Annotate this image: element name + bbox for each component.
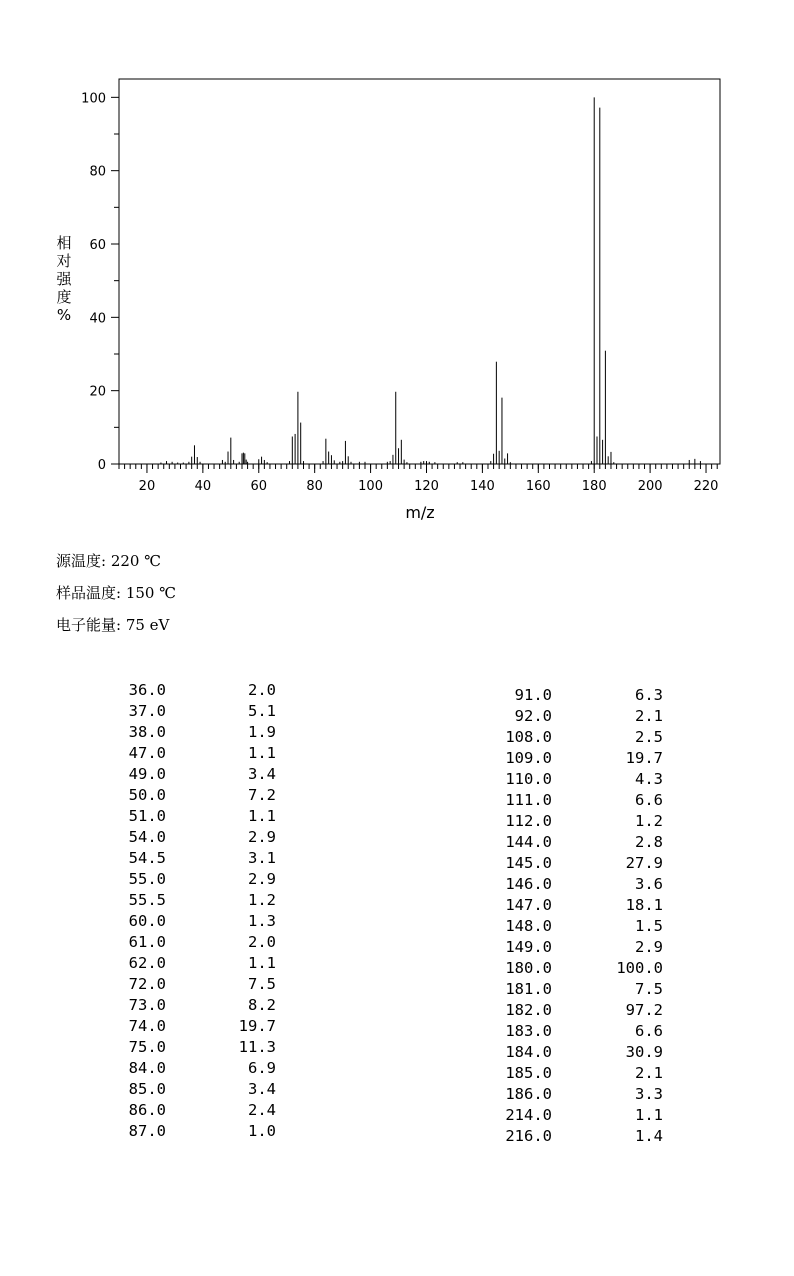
mz-value: 61.0 <box>128 933 166 951</box>
mz-value: 110.0 <box>505 770 552 788</box>
y-tick-label: 20 <box>89 384 106 400</box>
sample-temperature: 样品温度: 150 ℃ <box>56 584 177 602</box>
y-tick-label: 80 <box>89 164 106 180</box>
x-tick-label: 80 <box>306 479 323 494</box>
table-row <box>96 1037 296 1058</box>
table-row <box>96 1121 296 1142</box>
relative-intensity: 2.4 <box>248 1101 276 1119</box>
electron-energy: 电子能量: 75 eV <box>56 616 170 634</box>
relative-intensity: 1.1 <box>248 744 276 762</box>
mz-value: 108.0 <box>505 728 552 746</box>
table-row <box>472 958 692 979</box>
table-row <box>472 727 692 748</box>
mz-value: 111.0 <box>505 791 552 809</box>
relative-intensity: 18.1 <box>625 896 663 914</box>
table-row <box>472 1084 692 1105</box>
relative-intensity: 11.3 <box>238 1038 276 1056</box>
table-row <box>96 848 296 869</box>
table-row <box>472 937 692 958</box>
relative-intensity: 6.6 <box>635 1022 663 1040</box>
table-row <box>96 722 296 743</box>
mz-value: 109.0 <box>505 749 552 767</box>
table-row <box>96 764 296 785</box>
table-row <box>472 874 692 895</box>
mz-value: 182.0 <box>505 1001 552 1019</box>
mz-value: 147.0 <box>505 896 552 914</box>
mz-value: 144.0 <box>505 833 552 851</box>
table-row <box>472 1042 692 1063</box>
mz-value: 55.5 <box>128 891 166 909</box>
mz-value: 92.0 <box>514 707 552 725</box>
table-row <box>96 911 296 932</box>
relative-intensity: 2.9 <box>248 828 276 846</box>
x-tick-label: 120 <box>414 479 439 494</box>
mz-value: 60.0 <box>128 912 166 930</box>
relative-intensity: 1.2 <box>248 891 276 909</box>
table-row <box>472 1105 692 1126</box>
y-axis-ticks <box>81 91 119 473</box>
peak-bars <box>161 97 701 464</box>
relative-intensity: 2.1 <box>635 707 663 725</box>
y-axis-label <box>54 234 74 324</box>
relative-intensity: 1.5 <box>635 917 663 935</box>
mz-value: 185.0 <box>505 1064 552 1082</box>
relative-intensity: 7.5 <box>248 975 276 993</box>
mz-value: 72.0 <box>128 975 166 993</box>
mz-value: 86.0 <box>128 1101 166 1119</box>
y-axis-label-char: 对 <box>56 252 72 270</box>
mz-value: 112.0 <box>505 812 552 830</box>
table-row <box>472 979 692 1000</box>
relative-intensity: 5.1 <box>248 702 276 720</box>
table-row <box>472 832 692 853</box>
relative-intensity: 2.9 <box>635 938 663 956</box>
y-tick-label: 0 <box>97 458 106 473</box>
mz-value: 75.0 <box>128 1038 166 1056</box>
mass-spectrum-chart <box>0 0 794 530</box>
table-row <box>96 932 296 953</box>
x-tick-label: 60 <box>250 479 268 494</box>
relative-intensity: 1.1 <box>635 1106 663 1124</box>
table-row <box>96 827 296 848</box>
mz-value: 37.0 <box>128 702 166 720</box>
table-row <box>96 869 296 890</box>
mz-value: 54.5 <box>128 849 166 867</box>
relative-intensity: 1.2 <box>635 812 663 830</box>
table-row <box>96 1016 296 1037</box>
relative-intensity: 6.3 <box>635 686 663 704</box>
y-tick-label: 40 <box>89 311 106 327</box>
relative-intensity: 2.0 <box>248 933 276 951</box>
relative-intensity: 1.1 <box>248 954 276 972</box>
mz-value: 54.0 <box>128 828 166 846</box>
relative-intensity: 27.9 <box>625 854 663 872</box>
relative-intensity: 1.1 <box>248 807 276 825</box>
relative-intensity: 4.3 <box>635 770 663 788</box>
mz-value: 183.0 <box>505 1022 552 1040</box>
relative-intensity: 2.5 <box>635 728 663 746</box>
relative-intensity: 3.4 <box>248 1080 276 1098</box>
relative-intensity: 1.0 <box>248 1122 276 1140</box>
x-tick-label: 180 <box>581 479 607 494</box>
y-tick-label: 100 <box>81 91 106 107</box>
mz-value: 148.0 <box>505 917 552 935</box>
mz-value: 181.0 <box>505 980 552 998</box>
y-axis-label-char: % <box>56 306 72 324</box>
table-row <box>472 1021 692 1042</box>
mz-value: 91.0 <box>514 686 552 704</box>
mz-value: 146.0 <box>505 875 552 893</box>
y-axis-label-char: 度 <box>56 288 72 306</box>
mz-value: 49.0 <box>128 765 166 783</box>
table-row <box>96 974 296 995</box>
table-row <box>96 890 296 911</box>
mz-value: 36.0 <box>128 681 166 699</box>
mz-value: 73.0 <box>128 996 166 1014</box>
x-axis-ticks <box>119 464 718 494</box>
peak-table-right <box>472 685 692 1147</box>
table-row <box>472 853 692 874</box>
mz-value: 214.0 <box>505 1106 552 1124</box>
relative-intensity: 2.8 <box>635 833 663 851</box>
x-tick-label: 160 <box>525 479 551 494</box>
y-axis-label-char: 相 <box>56 234 72 252</box>
relative-intensity: 2.1 <box>635 1064 663 1082</box>
peak-table-left <box>96 680 296 1142</box>
mz-value: 85.0 <box>128 1080 166 1098</box>
x-axis-label: m/z <box>405 503 435 522</box>
table-row <box>96 1079 296 1100</box>
mz-value: 55.0 <box>128 870 166 888</box>
table-row <box>96 1058 296 1079</box>
table-row <box>472 706 692 727</box>
relative-intensity: 100.0 <box>616 959 663 977</box>
mz-value: 216.0 <box>505 1127 552 1145</box>
relative-intensity: 1.3 <box>248 912 276 930</box>
table-row <box>472 790 692 811</box>
relative-intensity: 19.7 <box>238 1017 276 1035</box>
source-temperature: 源温度: 220 ℃ <box>56 552 162 570</box>
table-row <box>96 1100 296 1121</box>
x-tick-label: 100 <box>358 479 383 494</box>
relative-intensity: 2.9 <box>248 870 276 888</box>
relative-intensity: 8.2 <box>248 996 276 1014</box>
relative-intensity: 3.1 <box>248 849 276 867</box>
table-row <box>96 953 296 974</box>
relative-intensity: 2.0 <box>248 681 276 699</box>
x-tick-label: 20 <box>138 479 156 494</box>
table-row <box>472 895 692 916</box>
table-row <box>96 806 296 827</box>
table-row <box>472 685 692 706</box>
table-row <box>472 1063 692 1084</box>
relative-intensity: 3.3 <box>635 1085 663 1103</box>
relative-intensity: 3.6 <box>635 875 663 893</box>
mz-value: 47.0 <box>128 744 166 762</box>
table-row <box>96 701 296 722</box>
mz-value: 62.0 <box>128 954 166 972</box>
mz-value: 38.0 <box>128 723 166 741</box>
relative-intensity: 3.4 <box>248 765 276 783</box>
table-row <box>96 680 296 701</box>
y-axis-label-char: 强 <box>56 270 72 288</box>
mz-value: 74.0 <box>128 1017 166 1035</box>
table-row <box>96 743 296 764</box>
x-tick-label: 140 <box>469 479 495 494</box>
instrument-parameters <box>56 550 176 646</box>
table-row <box>472 916 692 937</box>
table-row <box>472 769 692 790</box>
relative-intensity: 6.6 <box>635 791 663 809</box>
relative-intensity: 7.2 <box>248 786 276 804</box>
relative-intensity: 19.7 <box>625 749 663 767</box>
relative-intensity: 30.9 <box>625 1043 663 1061</box>
relative-intensity: 1.4 <box>635 1127 663 1145</box>
table-row <box>472 811 692 832</box>
table-row <box>472 748 692 769</box>
plot-frame <box>119 79 720 464</box>
mz-value: 186.0 <box>505 1085 552 1103</box>
table-row <box>96 785 296 806</box>
relative-intensity: 7.5 <box>635 980 663 998</box>
mz-value: 84.0 <box>128 1059 166 1077</box>
x-tick-label: 40 <box>194 479 212 494</box>
relative-intensity: 97.2 <box>625 1001 663 1019</box>
table-row <box>472 1000 692 1021</box>
y-tick-label: 60 <box>89 238 106 253</box>
mz-value: 145.0 <box>505 854 552 872</box>
table-row <box>472 1126 692 1147</box>
relative-intensity: 6.9 <box>248 1059 276 1077</box>
x-tick-label: 220 <box>693 479 719 494</box>
mz-value: 149.0 <box>505 938 552 956</box>
table-row <box>96 995 296 1016</box>
mz-value: 50.0 <box>128 786 166 804</box>
relative-intensity: 1.9 <box>248 723 276 741</box>
mz-value: 51.0 <box>128 807 166 825</box>
mz-value: 180.0 <box>505 959 552 977</box>
mz-value: 184.0 <box>505 1043 552 1061</box>
x-tick-label: 200 <box>637 479 663 494</box>
mz-value: 87.0 <box>128 1122 166 1140</box>
